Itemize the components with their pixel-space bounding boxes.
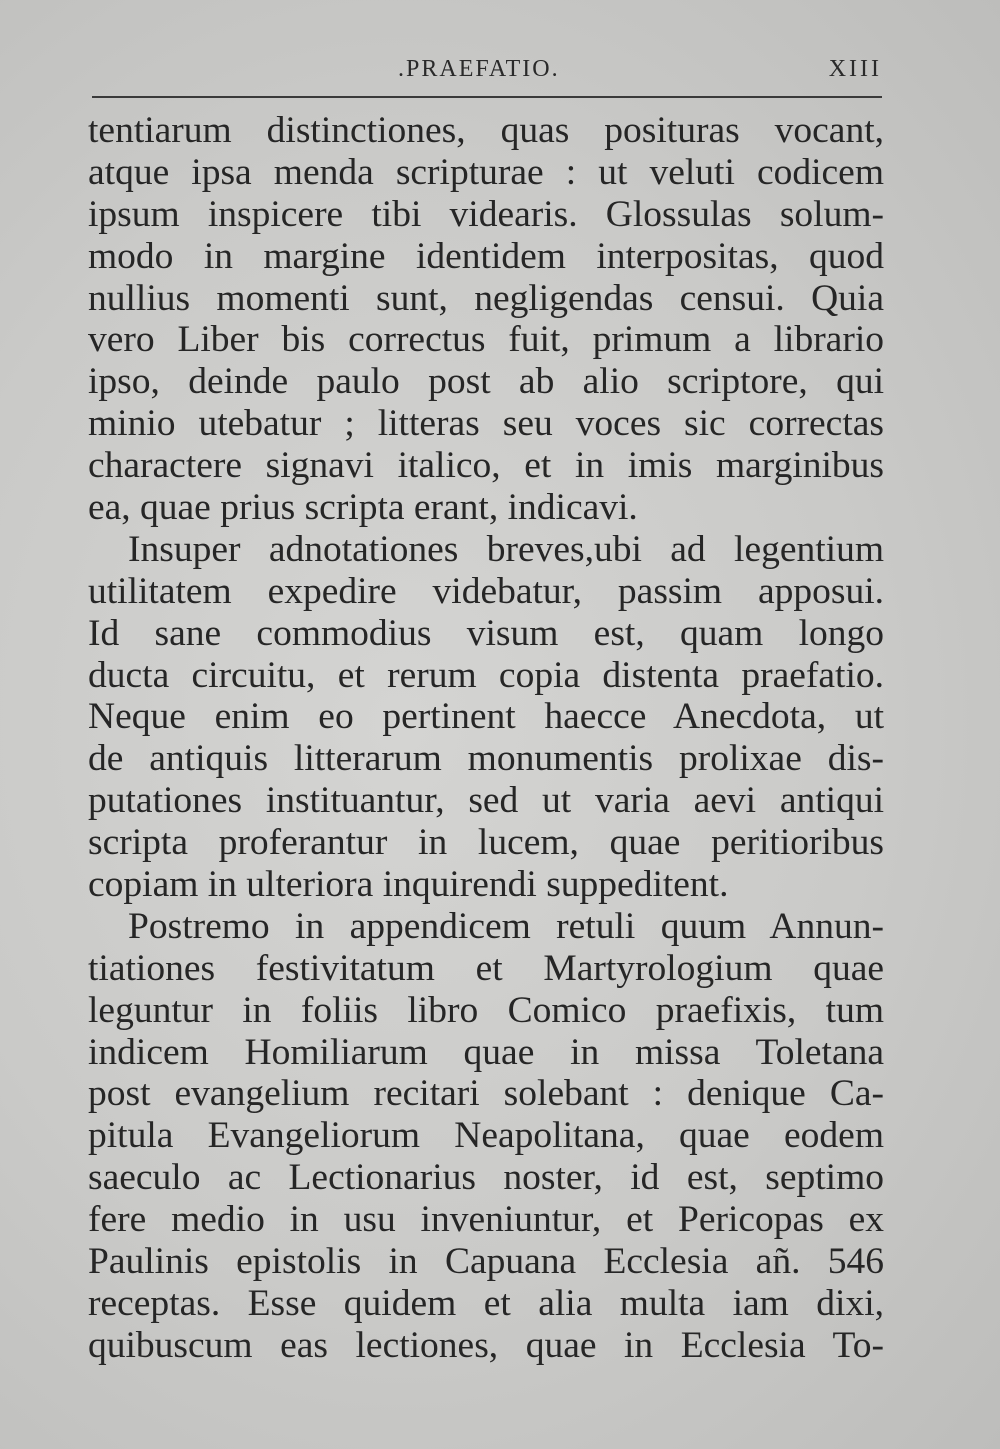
text-line: ducta circuitu, et rerum copia distenta praefatio. [88,654,884,696]
page-header [92,52,882,86]
text-line: Id sane commodius visum est, quam longo [88,612,884,654]
text-line: de antiquis litterarum monumentis prolixae dis- [88,738,884,780]
text-line: saeculo ac Lectionarius noster, id est, septimo [88,1157,884,1199]
text-line: Paulinis epistolis in Capuana Ecclesia añ. 546 [88,1241,884,1283]
text-line: receptas. Esse quidem et alia multa iam dixi, [88,1282,884,1324]
page-number: XIII [828,56,882,82]
text-line: atque ipsa menda scripturae : ut veluti codicem [88,151,884,193]
text-line: utilitatem expedire videbatur, passim apposui. [88,570,884,612]
paragraph-1 [88,110,884,529]
text-line: indicem Homiliarum quae in missa Toletana [88,1031,884,1073]
text-line: ipsum inspicere tibi videaris. Glossulas solum- [88,193,884,235]
paragraph-3 [88,906,884,1367]
text-line: scripta proferantur in lucem, quae peritioribus [88,822,884,864]
paragraph-2 [88,529,884,906]
text-line: Neque enim eo pertinent haecce Anecdota, ut [88,696,884,738]
running-head: .PRAEFATIO. [398,56,560,82]
text-line: fere medio in usu inveniuntur, et Pericopas ex [88,1199,884,1241]
header-rule [92,96,882,98]
text-line: tiationes festivitatum et Martyrologium quae [88,947,884,989]
text-line: ipso, deinde paulo post ab alio scriptore, qui [88,361,884,403]
text-line: ea, quae prius scripta erant, indicavi. [88,487,638,529]
text-line: post evangelium recitari solebant : denique Ca- [88,1073,884,1115]
text-line: pitula Evangeliorum Neapolitana, quae eodem [88,1115,884,1157]
text-line: copiam in ulteriora inquirendi suppeditent. [88,864,729,906]
text-line: putationes instituantur, sed ut varia aevi antiqui [88,780,884,822]
text-line: leguntur in foliis libro Comico praefixis, tum [88,989,884,1031]
text-line: minio utebatur ; litteras seu voces sic correctas [88,403,884,445]
text-line: nullius momenti sunt, negligendas censui. Quia [88,277,884,319]
text-line: charactere signavi italico, et in imis marginibus [88,445,884,487]
text-line: vero Liber bis correctus fuit, primum a librario [88,319,884,361]
text-line: Insuper adnotationes breves,ubi ad legentium [128,528,884,570]
text-line: tentiarum distinctiones, quas posituras vocant, [88,110,884,151]
body-text [88,110,884,1367]
text-line: quibuscum eas lectiones, quae in Ecclesia To- [88,1324,884,1366]
text-line: modo in margine identidem interpositas, quod [88,235,884,277]
text-line: Postremo in appendicem retuli quum Annun- [128,905,884,947]
